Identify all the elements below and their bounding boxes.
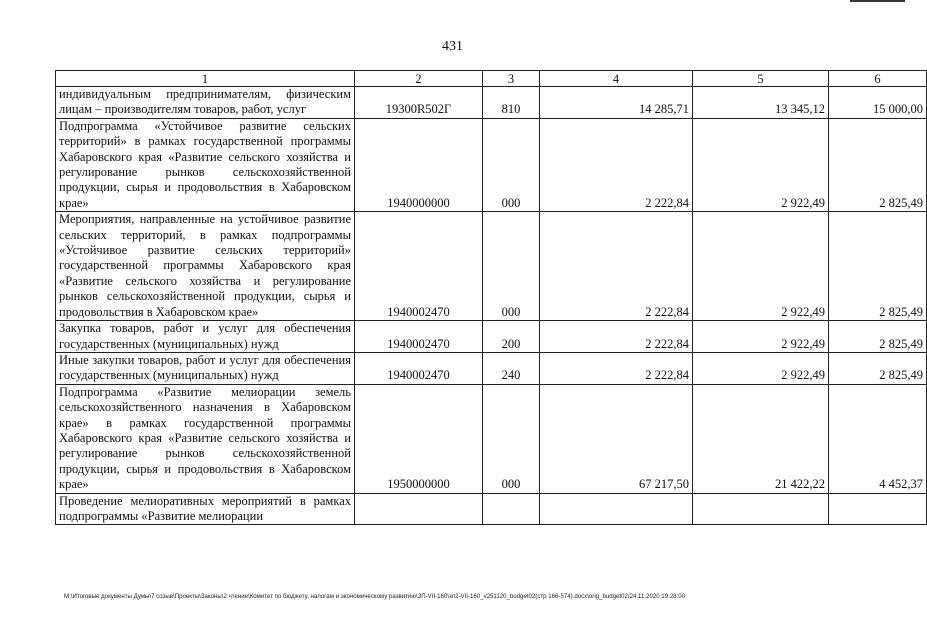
row-code <box>355 493 483 525</box>
row-name: Мероприятия, направленные на устойчивое развитие сельских территорий, в рамках подпрограммы «Устойчивое развитие сельских территорий» государственной программы Хабаровского края «Развитие сельского хозяйства и регулирование рынков сельскохозяйственной продукции, сырья и продовольствия в Хабаровском крае» <box>56 212 355 321</box>
row-expense-type: 810 <box>483 87 540 119</box>
row-expense-type: 200 <box>483 321 540 353</box>
row-name: индивидуальным предпринимателям, физическим лицам – производителям товаров, работ, услуг <box>56 87 355 119</box>
column-header: 1 <box>56 71 355 87</box>
row-code: 1940002470 <box>355 321 483 353</box>
row-value-col4: 2 222,84 <box>540 352 693 384</box>
row-value-col5: 2 922,49 <box>693 352 829 384</box>
row-value-col5: 2 922,49 <box>693 212 829 321</box>
row-name: Подпрограмма «Устойчивое развитие сельских территорий» в рамках государственной программы Хабаровского края «Развитие сельского хозяйства и регулирование рынков сельскохозяйственной продукции, сырья и продовольствия в Хабаровском крае» <box>56 118 355 211</box>
row-value-col5: 2 922,49 <box>693 321 829 353</box>
table-row <box>56 321 927 353</box>
row-expense-type <box>483 493 540 525</box>
table-row <box>56 352 927 384</box>
row-value-col6: 2 825,49 <box>829 118 927 211</box>
budget-table <box>55 70 927 525</box>
row-value-col5: 21 422,22 <box>693 384 829 493</box>
page-number: 431 <box>442 39 463 54</box>
column-header: 5 <box>693 71 829 87</box>
row-value-col6: 4 452,37 <box>829 384 927 493</box>
row-value-col4: 14 285,71 <box>540 87 693 119</box>
row-value-col4 <box>540 493 693 525</box>
row-value-col4: 2 222,84 <box>540 118 693 211</box>
row-value-col4: 2 222,84 <box>540 321 693 353</box>
row-value-col4: 2 222,84 <box>540 212 693 321</box>
column-header: 4 <box>540 71 693 87</box>
row-value-col6: 2 825,49 <box>829 321 927 353</box>
row-code: 1940002470 <box>355 212 483 321</box>
table-row <box>56 493 927 525</box>
row-expense-type: 000 <box>483 212 540 321</box>
row-value-col5 <box>693 493 829 525</box>
row-value-col5: 2 922,49 <box>693 118 829 211</box>
table-header-row <box>56 71 927 87</box>
row-value-col6: 2 825,49 <box>829 352 927 384</box>
row-value-col6: 2 825,49 <box>829 212 927 321</box>
row-name: Проведение мелиоративных мероприятий в рамках подпрограммы «Развитие мелиорации <box>56 493 355 525</box>
table-row <box>56 384 927 493</box>
document-path-footer: М:\Итоговые документы Думы\7 созыв\Проекты\Законы\2 чтение\Комитет по бюджету, налогам и экономическому развитию\ЗП-VII-160\зп2-VII-160_v251120_budget02(стр 166-574).docx\orig_budget02/24.11.2020 19:28:00 <box>64 593 686 600</box>
column-header: 2 <box>355 71 483 87</box>
column-header: 6 <box>829 71 927 87</box>
row-value-col6: 15 000,00 <box>829 87 927 119</box>
row-name: Иные закупки товаров, работ и услуг для обеспечения государственных (муниципальных) нужд <box>56 352 355 384</box>
row-name: Подпрограмма «Развитие мелиорации земель сельскохозяйственного назначения в Хабаровском крае» в рамках государственной программы Хабаровского края «Развитие сельского хозяйства и регулирование рынков сельскохозяйственной продукции, сырья и продовольствия в Хабаровском крае» <box>56 384 355 493</box>
row-expense-type: 240 <box>483 352 540 384</box>
row-value-col5: 13 345,12 <box>693 87 829 119</box>
table-row <box>56 87 927 119</box>
column-header: 3 <box>483 71 540 87</box>
row-code: 1940002470 <box>355 352 483 384</box>
row-code: 1950000000 <box>355 384 483 493</box>
table-row <box>56 118 927 211</box>
corner-mark <box>850 0 905 2</box>
row-value-col4: 67 217,50 <box>540 384 693 493</box>
row-code: 19300R502Г <box>355 87 483 119</box>
row-value-col6 <box>829 493 927 525</box>
row-expense-type: 000 <box>483 384 540 493</box>
table-row <box>56 212 927 321</box>
row-expense-type: 000 <box>483 118 540 211</box>
row-code: 1940000000 <box>355 118 483 211</box>
row-name: Закупка товаров, работ и услуг для обеспечения государственных (муниципальных) нужд <box>56 321 355 353</box>
